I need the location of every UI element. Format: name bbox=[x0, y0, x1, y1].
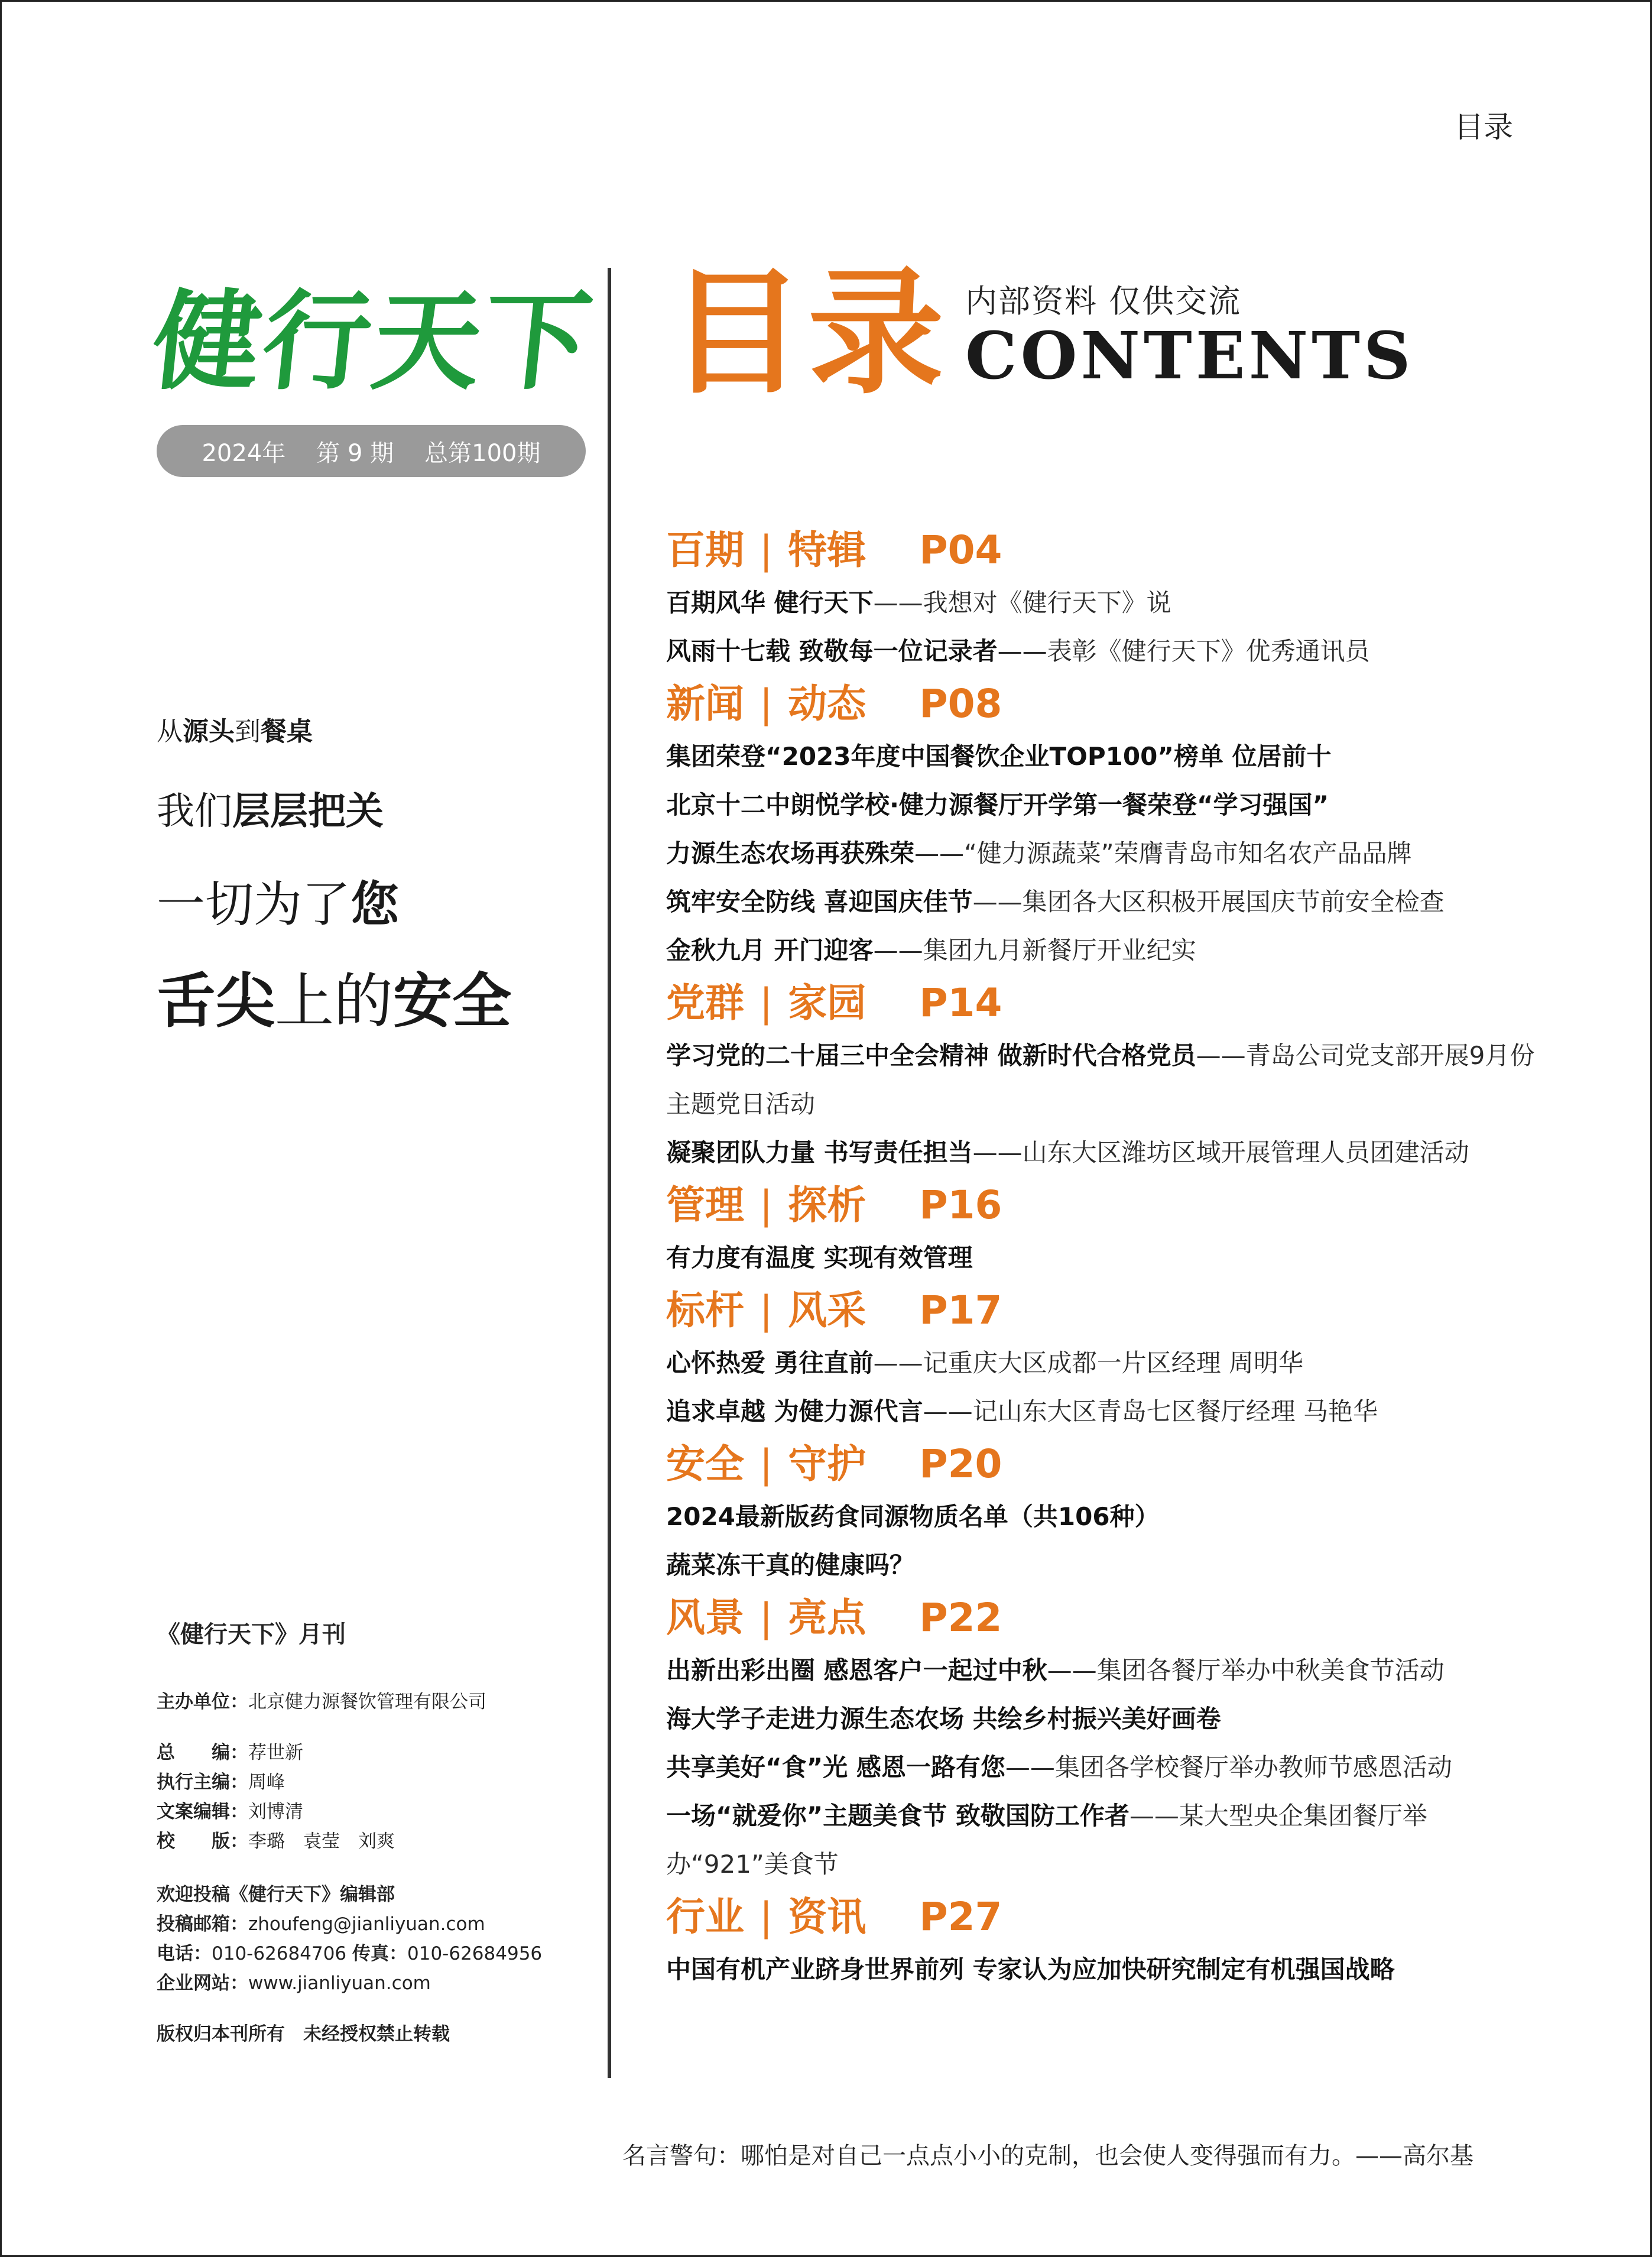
toc-section-heading: 行业 | 资讯 P27 bbox=[666, 1889, 1541, 1945]
toc-page-number: P22 bbox=[919, 1595, 1002, 1640]
toc-page-number: P20 bbox=[919, 1441, 1002, 1487]
toc-page-number: P04 bbox=[919, 527, 1002, 573]
issue-year: 2024年 bbox=[202, 439, 286, 467]
toc-entry[interactable]: 学习党的二十届三中全会精神 做新时代合格党员——青岛公司党支部开展9月份主题党日活动 bbox=[666, 1041, 1535, 1118]
credit-email: 投稿邮箱：zhoufeng@jianliyuan.com bbox=[157, 1914, 485, 1935]
vertical-divider bbox=[608, 268, 611, 2078]
toc-entry[interactable]: 蔬菜冻干真的健康吗？ bbox=[666, 1551, 915, 1580]
toc-entry[interactable]: 有力度有温度 实现有效管理 bbox=[666, 1243, 973, 1272]
toc-section bbox=[666, 1436, 1541, 1590]
toc-section-heading: 风景 | 亮点 P22 bbox=[666, 1590, 1541, 1646]
slogan-line-3: 一切为了您 bbox=[157, 877, 400, 933]
contents-heading bbox=[668, 253, 1414, 413]
credit-exec-editor: 执行主编：周峰 bbox=[157, 1772, 285, 1793]
toc-entry[interactable]: 百期风华 健行天下——我想对《健行天下》说 bbox=[666, 588, 1171, 617]
toc-section bbox=[666, 1282, 1541, 1436]
toc-section bbox=[666, 1889, 1541, 1994]
toc-section bbox=[666, 676, 1541, 975]
credit-host: 主办单位：北京健力源餐饮管理有限公司 bbox=[157, 1691, 486, 1713]
slogan-line-1: 从源头到餐桌 bbox=[157, 716, 313, 747]
credit-website: 企业网站：www.jianliyuan.com bbox=[157, 1973, 431, 1994]
copyright-notice: 版权归本刊所有 未经授权禁止转载 bbox=[157, 2023, 450, 2045]
toc-entry[interactable]: 追求卓越 为健力源代言——记山东大区青岛七区餐厅经理 马艳华 bbox=[666, 1397, 1378, 1426]
toc-entry[interactable]: 筑牢安全防线 喜迎国庆佳节——集团各大区积极开展国庆节前安全检查 bbox=[666, 887, 1445, 916]
issue-number: 第 9 期 bbox=[316, 439, 394, 467]
page-label: 目录 bbox=[1454, 110, 1513, 144]
journal-name: 《健行天下》月刊 bbox=[157, 1621, 346, 1648]
toc-entry[interactable]: 力源生态农场再获殊荣——“健力源蔬菜”荣膺青岛市知名农产品品牌 bbox=[666, 839, 1412, 868]
toc-entry[interactable]: 出新出彩出圈 感恩客户一起过中秋——集团各餐厅举办中秋美食节活动 bbox=[666, 1656, 1445, 1685]
contents-heading-en: CONTENTS bbox=[965, 317, 1414, 394]
masthead-title: 健行天下 bbox=[147, 278, 600, 404]
toc-section bbox=[666, 1177, 1541, 1282]
credit-editor: 总 编：荐世新 bbox=[157, 1742, 303, 1763]
contents-heading-cn: 目录 bbox=[668, 253, 948, 413]
toc-entry[interactable]: 共享美好“食”光 感恩一路有您——集团各学校餐厅举办教师节感恩活动 bbox=[666, 1753, 1452, 1782]
contents-subtitle: 内部资料 仅供交流 bbox=[965, 282, 1242, 320]
issue-total: 总第100期 bbox=[424, 439, 541, 467]
toc-entry[interactable]: 集团荣登“2023年度中国餐饮企业TOP100”榜单 位居前十 bbox=[666, 742, 1332, 771]
contents-heading-right bbox=[965, 276, 1414, 394]
toc-entry[interactable]: 金秋九月 开门迎客——集团九月新餐厅开业纪实 bbox=[666, 936, 1196, 965]
credits-block bbox=[157, 1616, 594, 2049]
toc-page-number: P16 bbox=[919, 1182, 1002, 1228]
credit-phone-fax: 电话：010-62684706 传真：010-62684956 bbox=[157, 1943, 543, 1964]
toc-entry[interactable]: 一场“就爱你”主题美食节 致敬国防工作者——某大型央企集团餐厅举办“921”美食节 bbox=[666, 1801, 1427, 1879]
credit-proof: 校 版：李璐 袁莹 刘爽 bbox=[157, 1831, 395, 1852]
toc-page-number: P17 bbox=[919, 1288, 1002, 1333]
slogan-line-4: 舌尖上的安全 bbox=[157, 967, 511, 1036]
toc-entry[interactable]: 海大学子走进力源生态农场 共绘乡村振兴美好画卷 bbox=[666, 1704, 1221, 1733]
toc-entry[interactable]: 风雨十七载 致敬每一位记录者——表彰《健行天下》优秀通讯员 bbox=[666, 637, 1370, 666]
table-of-contents bbox=[666, 522, 1541, 1994]
toc-section bbox=[666, 975, 1541, 1177]
toc-section bbox=[666, 522, 1541, 676]
toc-entry[interactable]: 北京十二中朗悦学校·健力源餐厅开学第一餐荣登“学习强国” bbox=[666, 790, 1329, 819]
toc-section-heading: 安全 | 守护 P20 bbox=[666, 1436, 1541, 1493]
toc-page-number: P27 bbox=[919, 1894, 1002, 1940]
credit-copy-editor: 文案编辑：刘博清 bbox=[157, 1801, 303, 1823]
toc-section-heading: 标杆 | 风采 P17 bbox=[666, 1282, 1541, 1339]
slogan-line-2: 我们层层把关 bbox=[157, 790, 384, 834]
toc-section-heading: 党群 | 家园 P14 bbox=[666, 975, 1541, 1032]
submission-welcome: 欢迎投稿《健行天下》编辑部 bbox=[157, 1884, 395, 1905]
toc-section-heading: 百期 | 特辑 P04 bbox=[666, 522, 1541, 579]
footer-quote: 名言警句：哪怕是对自己一点点小小的克制，也会使人变得强而有力。——高尔基 bbox=[622, 2142, 1474, 2170]
toc-entry[interactable]: 心怀热爱 勇往直前——记重庆大区成都一片区经理 周明华 bbox=[666, 1348, 1303, 1377]
toc-page-number: P08 bbox=[919, 681, 1002, 727]
toc-page-number: P14 bbox=[919, 980, 1002, 1026]
toc-entry[interactable]: 2024最新版药食同源物质名单（共106种） bbox=[666, 1502, 1160, 1531]
toc-section bbox=[666, 1590, 1541, 1889]
issue-badge bbox=[157, 425, 586, 477]
toc-entry[interactable]: 中国有机产业跻身世界前列 专家认为应加快研究制定有机强国战略 bbox=[666, 1955, 1395, 1984]
toc-section-heading: 管理 | 探析 P16 bbox=[666, 1177, 1541, 1234]
toc-entry[interactable]: 凝聚团队力量 书写责任担当——山东大区潍坊区域开展管理人员团建活动 bbox=[666, 1138, 1469, 1167]
toc-section-heading: 新闻 | 动态 P08 bbox=[666, 676, 1541, 732]
